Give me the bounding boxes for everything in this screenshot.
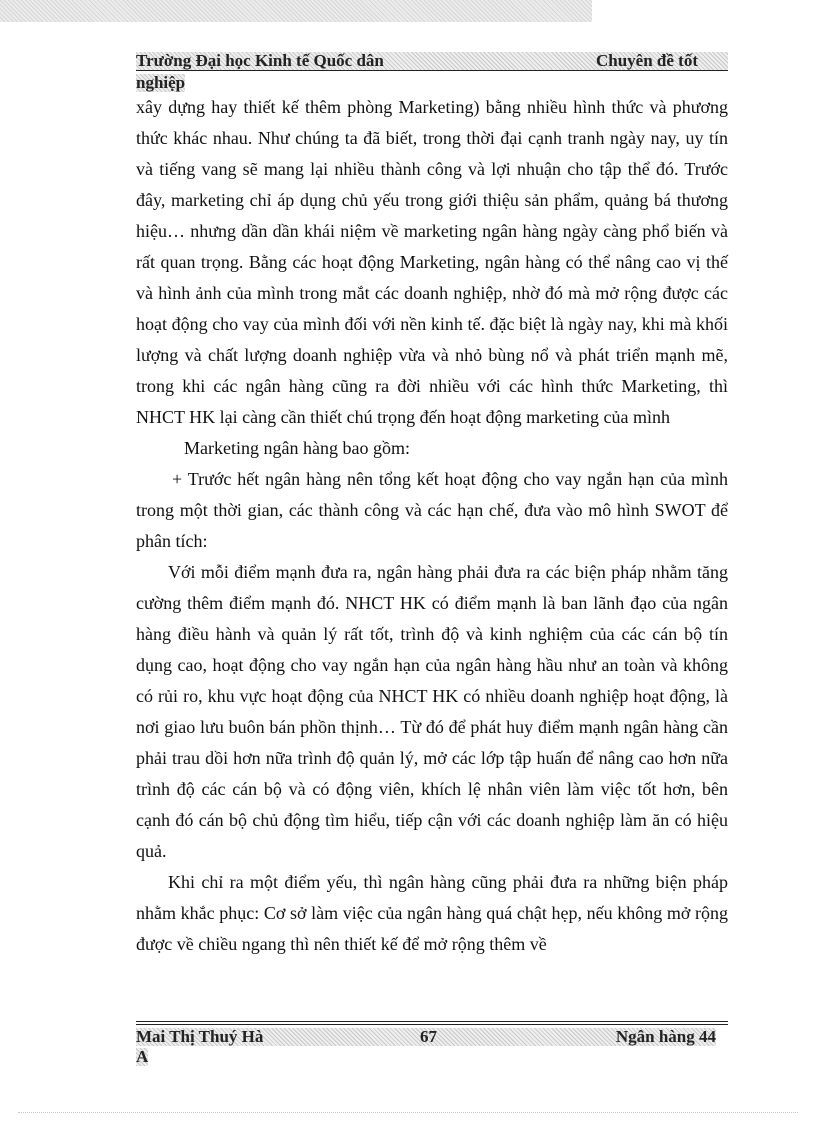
footer-author: Mai Thị Thuý Hà xyxy=(136,1027,264,1046)
bottom-dotted-border xyxy=(18,1112,798,1113)
page-footer xyxy=(136,1028,716,1046)
header-university: Trường Đại học Kinh tế Quốc dân xyxy=(136,51,384,70)
paragraph-2: Marketing ngân hàng bao gồm: xyxy=(184,438,410,458)
footer-rule-thin xyxy=(136,1024,728,1025)
footer-class: Ngân hàng 44 xyxy=(615,1027,716,1046)
footer-rule xyxy=(136,1021,728,1022)
page-header xyxy=(136,52,728,71)
paragraph-1: xây dựng hay thiết kế thêm phòng Marketing) bằng nhiều hình thức và phương thức khác nhau. Như chúng ta đã biết, trong thời đại cạnh tranh ngày nay, uy tín và tiếng vang sẽ mang lại nhiều thành công và lợi nhuận cho tập thể đó. Trước đây, marketing chỉ áp dụng chủ yếu trong giới thiệu sản phẩm, quảng bá thương hiệu… nhưng dần dần khái niệm về marketing ngân hàng ngày càng phổ biến và rất quan trọng. Bằng các hoạt động Marketing, ngân hàng có thể nâng cao vị thế và hình ảnh của mình trong mắt các doanh nghiệp, nhờ đó mà mở rộng được các hoạt động cho vay của mình đối với nền kinh tế. đặc biệt là ngày nay, khi mà khối lượng và chất lượng doanh nghiệp vừa và nhỏ bùng nổ và phát triển mạnh mẽ, trong khi các ngân hàng cũng ra đời nhiều với các hình thức Marketing, thì NHCT HK lại càng cần thiết chú trọng đến hoạt động marketing của mình xyxy=(136,97,728,427)
paragraph-4: Với mỗi điểm mạnh đưa ra, ngân hàng phải đưa ra các biện pháp nhằm tăng cường thêm điểm mạnh đó. NHCT HK có điểm mạnh là ban lãnh đạo của ngân hàng điều hành và quản lý rất tốt, trình độ và kinh nghiệm của các cán bộ tín dụng cao, hoạt động cho vay ngắn hạn của ngân hàng hầu như an toàn và không có rủi ro, khu vực hoạt động của NHCT HK có nhiều doanh nghiệp hoạt động, là nơi giao lưu buôn bán phồn thịnh… Từ đó để phát huy điểm mạnh ngân hàng cần phải trau dồi hơn nữa trình độ quản lý, mở các lớp tập huấn để nâng cao hơn nữa trình độ các cán bộ và có động viên, khích lệ nhân viên làm việc tốt hơn, bên cạnh đó cán bộ chủ động tìm hiểu, tiếp cận với các doanh nghiệp làm ăn có hiệu quả. xyxy=(136,562,728,861)
header-continuation: nghiệp xyxy=(136,73,186,92)
top-decorative-strip xyxy=(0,0,592,22)
document-body xyxy=(136,92,728,960)
page-number: 67 xyxy=(420,1027,437,1046)
header-doc-type: Chuyên đề tốt xyxy=(595,51,698,70)
paragraph-5: Khi chỉ ra một điểm yếu, thì ngân hàng cũng phải đưa ra những biện pháp nhằm khắc phục: Cơ sở làm việc của ngân hàng quá chật hẹp, nếu không mở rộng được về chiều ngang thì nên thiết kế để mở rộng thêm về xyxy=(136,872,728,954)
footer-continuation: A xyxy=(136,1047,149,1066)
paragraph-3: + Trước hết ngân hàng nên tổng kết hoạt động cho vay ngắn hạn của mình trong một thời gian, các thành công và các hạn chế, đưa vào mô hình SWOT để phân tích: xyxy=(136,469,728,551)
